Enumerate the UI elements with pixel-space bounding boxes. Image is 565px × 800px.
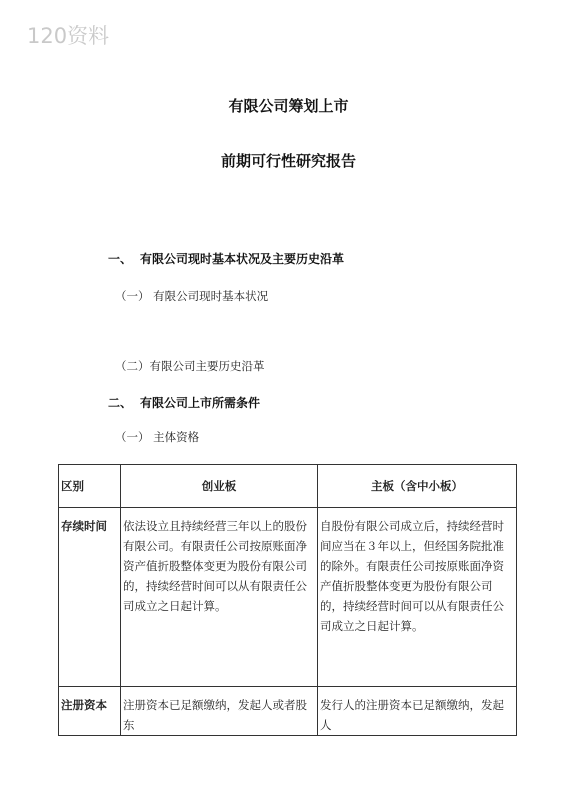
subsection-heading-2: （二）有限公司主要历史沿革: [115, 359, 265, 373]
subsection-heading-3: （一） 主体资格: [115, 430, 200, 444]
section-title: 有限公司上市所需条件: [140, 396, 261, 410]
table-header-cell: 主板（含中小板）: [318, 465, 517, 508]
table-cell: 自股份有限公司成立后，持续经营时间应当在３年以上，但经国务院批准的除外。有限责任公司按原账面净资产值折股整体变更为股份有限公司的，持续经营时间可以从有限责任公司成立之日起计算。: [318, 508, 517, 687]
table-header-row: [59, 465, 517, 508]
table-row: [59, 687, 517, 736]
table-cell: 注册资本已足额缴纳，发起人或者股东: [121, 687, 318, 736]
subsection-heading-1: （一） 有限公司现时基本状况: [115, 289, 269, 303]
table-header-cell: 区别: [59, 465, 121, 508]
row-label: 存续时间: [59, 508, 121, 687]
row-label: 注册资本: [59, 687, 121, 736]
document-title: 有限公司筹划上市: [228, 97, 349, 115]
comparison-table: [58, 464, 517, 736]
table-row: [59, 508, 517, 687]
document-subtitle: 前期可行性研究报告: [220, 152, 356, 170]
section-heading-1: [108, 250, 344, 267]
section-number: 二、: [108, 396, 133, 410]
watermark: 120资料: [27, 24, 110, 48]
table-cell: 依法设立且持续经营三年以上的股份有限公司。有限责任公司按原账面净资产值折股整体变更为股份有限公司的，持续经营时间可以从有限责任公司成立之日起计算。: [121, 508, 318, 687]
table-header-cell: 创业板: [121, 465, 318, 508]
table-cell: 发行人的注册资本已足额缴纳，发起人: [318, 687, 517, 736]
section-heading-2: [108, 394, 260, 411]
section-number: 一、: [108, 252, 133, 266]
section-title: 有限公司现时基本状况及主要历史沿革: [140, 252, 345, 266]
